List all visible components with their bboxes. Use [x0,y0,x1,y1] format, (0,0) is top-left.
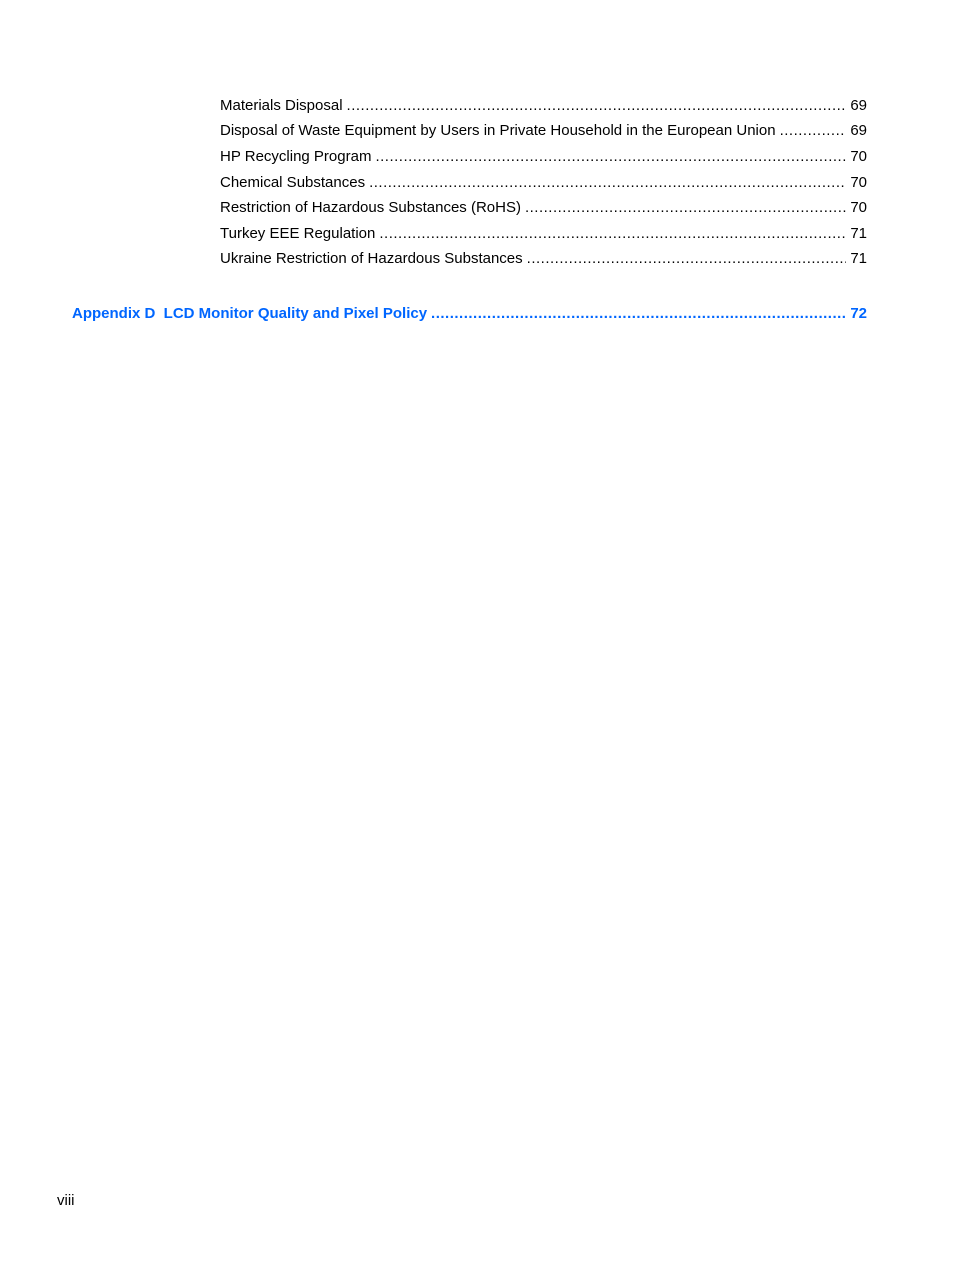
toc-entry-page: 72 [850,305,867,322]
toc-entry-page: 70 [850,174,867,191]
toc-dot-leader [431,305,846,323]
toc-entry-title: Materials Disposal [220,97,343,114]
toc-entry-title: HP Recycling Program [220,148,372,165]
toc-dot-leader [525,199,846,217]
toc-entry-materials-disposal[interactable] [220,97,867,115]
toc-entry-title: Turkey EEE Regulation [220,225,376,242]
toc-dot-leader [527,250,847,268]
toc-entry-disposal-waste-equipment[interactable] [220,122,867,140]
toc-dot-leader [375,148,846,166]
toc-entry-page: 69 [850,97,867,114]
toc-entry-title: Disposal of Waste Equipment by Users in Private Household in the European Union [220,122,776,139]
toc-entry-title: Chemical Substances [220,174,366,191]
page-number: viii [57,1192,75,1209]
toc-entry-page: 70 [850,199,867,216]
toc-dot-leader [347,97,847,115]
toc-entry-page: 70 [850,148,867,165]
toc-entry-title: Appendix D LCD Monitor Quality and Pixel Policy [72,305,428,322]
toc-entry-title: Ukraine Restriction of Hazardous Substances [220,250,523,267]
toc-dot-leader [379,225,846,243]
toc-entry-chemical-substances[interactable] [220,174,867,192]
toc-dot-leader [780,122,847,140]
toc-entry-appendix-d[interactable] [72,305,867,323]
toc-entry-ukraine-rohs[interactable] [220,250,867,268]
toc-dot-leader [369,174,846,192]
toc-entry-turkey-eee-regulation[interactable] [220,225,867,243]
toc-entry-hp-recycling-program[interactable] [220,148,867,166]
toc-entry-page: 71 [850,250,867,267]
toc-entry-page: 69 [850,122,867,139]
toc-entry-title: Restriction of Hazardous Substances (RoHS) [220,199,521,216]
toc-entry-rohs[interactable] [220,199,867,217]
toc-entry-page: 71 [850,225,867,242]
